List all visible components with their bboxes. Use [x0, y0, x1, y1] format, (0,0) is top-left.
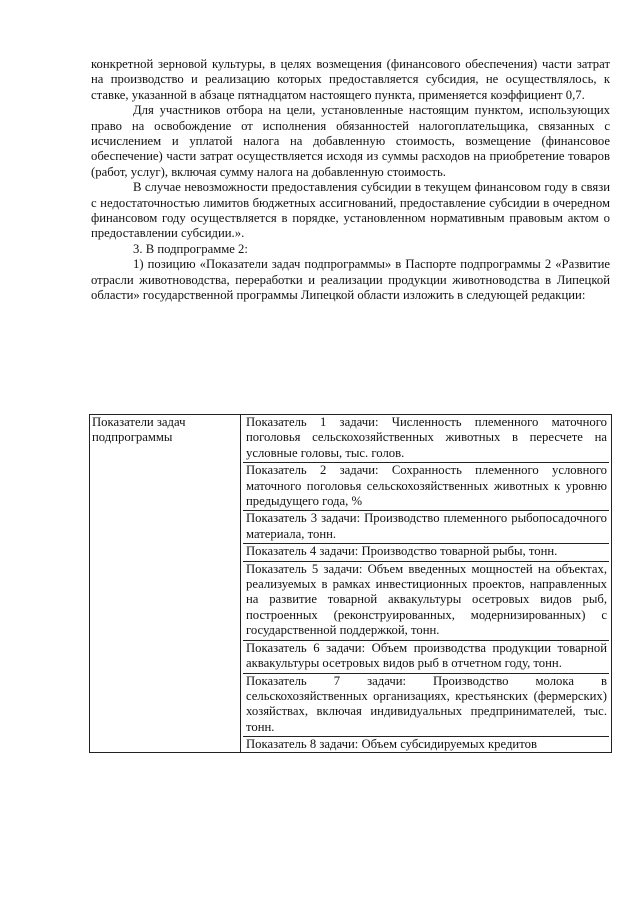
indicator-1: Показатель 1 задачи: Численность племенного маточного поголовья сельскохозяйственных животных в пересчете на условные головы, тыс. голов. — [243, 415, 609, 463]
paragraph-3: В случае невозможности предоставления субсидии в текущем финансовом году в связи с недостаточностью лимитов бюджетных ассигнований, предоставление субсидии в очередном финансовом году осуществляется в порядке, установленном нормативным правовым актом о предоставлении субсидии.». — [91, 180, 610, 241]
table-row — [90, 415, 612, 753]
indicator-7: Показатель 7 задачи: Производство молока в сельскохозяйственных организациях, крестьянских (фермерских) хозяйствах, включая индивидуальных предпринимателей, тыс. тонн. — [243, 674, 609, 738]
paragraph-4: 3. В подпрограмме 2: — [133, 241, 248, 256]
indicator-3: Показатель 3 задачи: Производство племенного рыбопосадочного материала, тонн. — [243, 511, 609, 544]
table-value-cell — [241, 415, 612, 753]
indicator-6: Показатель 6 задачи: Объем производства продукции товарной аквакультуры осетровых видов рыб в отчетном году, тонн. — [243, 641, 609, 674]
paragraph-1: конкретной зерновой культуры, в целях возмещения (финансового обеспечения) части затрат на производство и реализацию которых предоставляется субсидия, не осуществлялось, к ставке, указанной в абзаце пятнадцатом настоящего пункта, применяется коэффициент 0,7. — [91, 57, 610, 102]
indicator-2: Показатель 2 задачи: Сохранность племенного условного маточного поголовья сельскохозяйственных животных к уровню предыдущего года, % — [243, 463, 609, 511]
body-text — [91, 57, 610, 304]
paragraph-2: Для участников отбора на цели, установленные настоящим пунктом, использующих право на освобождение от исполнения обязанностей налогоплательщика, связанных с исчислением и уплатой налога на добавленную стоимость, возмещение (финансовое обеспечение) части затрат осуществляется исходя из суммы расходов на приобретение товаров (работ, услуг), включая сумму налога на добавленную стоимость. — [91, 103, 610, 179]
table-label-cell: Показатели задач подпрограммы — [90, 415, 241, 753]
indicator-8: Показатель 8 задачи: Объем субсидируемых кредитов — [246, 737, 537, 752]
indicator-5: Показатель 5 задачи: Объем введенных мощностей на объектах, реализуемых в рамках инвестиционных проектов, направленных на развитие товарной аквакультуры осетровых видов рыб, построенных (реконструированных, модернизированных) с государственной поддержкой, тонн. — [243, 562, 609, 641]
indicator-4: Показатель 4 задачи: Производство товарной рыбы, тонн. — [243, 544, 609, 561]
indicators-table — [89, 414, 612, 753]
paragraph-5: 1) позицию «Показатели задач подпрограммы» в Паспорте подпрограммы 2 «Развитие отрасли животноводства, переработки и реализации продукции животноводства в Липецкой области» государственной программы Липецкой области изложить в следующей редакции: — [91, 257, 610, 303]
